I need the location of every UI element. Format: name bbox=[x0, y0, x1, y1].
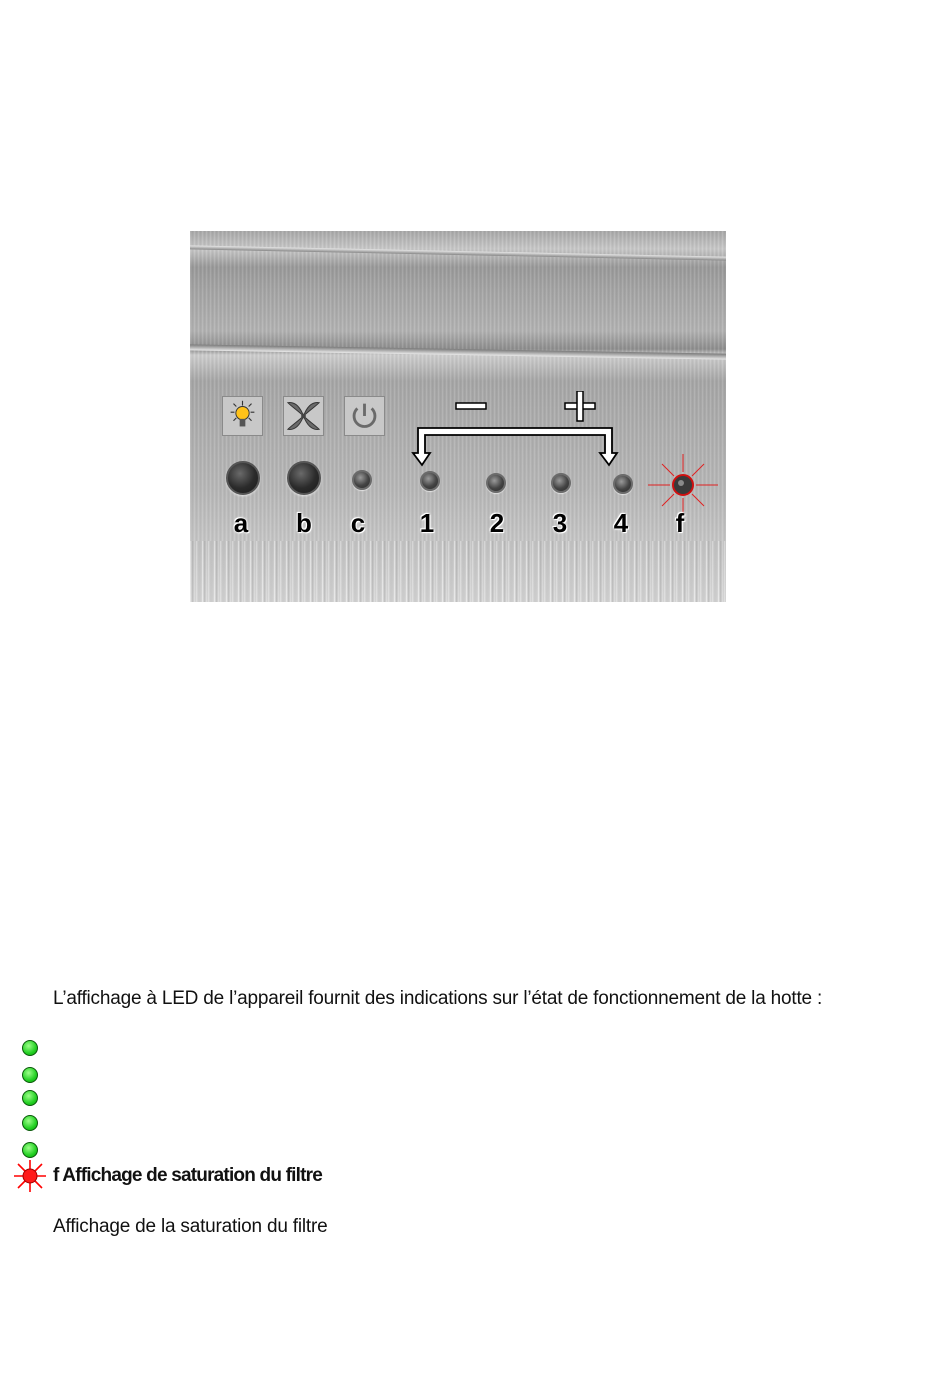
filter-saturation-heading: f Affichage de saturation du filtre bbox=[53, 1165, 322, 1186]
control-panel-photo bbox=[190, 231, 726, 602]
speed-3-button[interactable] bbox=[551, 473, 571, 493]
plus-icon bbox=[565, 391, 595, 421]
light-bulb-icon bbox=[222, 396, 263, 436]
power-button[interactable] bbox=[352, 470, 372, 490]
panel-label-a: a bbox=[233, 508, 249, 538]
panel-ridge-middle bbox=[190, 344, 726, 359]
panel-label-f: f bbox=[675, 508, 685, 538]
filter-saturation-description: Affichage de la saturation du filtre bbox=[53, 1216, 328, 1237]
panel-label-c: c bbox=[350, 508, 366, 538]
power-icon bbox=[344, 396, 385, 436]
light-button[interactable] bbox=[226, 461, 260, 495]
panel-label-1: 1 bbox=[419, 508, 435, 538]
panel-label-2: 2 bbox=[489, 508, 505, 538]
speed-range-arrows bbox=[410, 391, 640, 471]
fan-icon bbox=[283, 396, 324, 436]
green-led-icon bbox=[22, 1040, 38, 1056]
green-led-icon bbox=[22, 1090, 38, 1106]
panel-label-4: 4 bbox=[613, 508, 629, 538]
speed-4-button[interactable] bbox=[613, 474, 633, 494]
green-led-icon bbox=[22, 1115, 38, 1131]
panel-brushed-strip bbox=[190, 541, 726, 602]
minus-icon bbox=[456, 403, 486, 409]
green-led-icon bbox=[22, 1142, 38, 1158]
panel-ridge-top bbox=[190, 245, 726, 260]
panel-label-3: 3 bbox=[552, 508, 568, 538]
panel-label-b: b bbox=[296, 508, 312, 538]
led-intro-text: L’affichage à LED de l’appareil fournit des indications sur l’état de fonctionnement de la hotte : bbox=[53, 988, 823, 1009]
speed-1-button[interactable] bbox=[420, 471, 440, 491]
fan-button[interactable] bbox=[287, 461, 321, 495]
speed-2-button[interactable] bbox=[486, 473, 506, 493]
red-led-icon bbox=[14, 1160, 46, 1192]
green-led-icon bbox=[22, 1067, 38, 1083]
